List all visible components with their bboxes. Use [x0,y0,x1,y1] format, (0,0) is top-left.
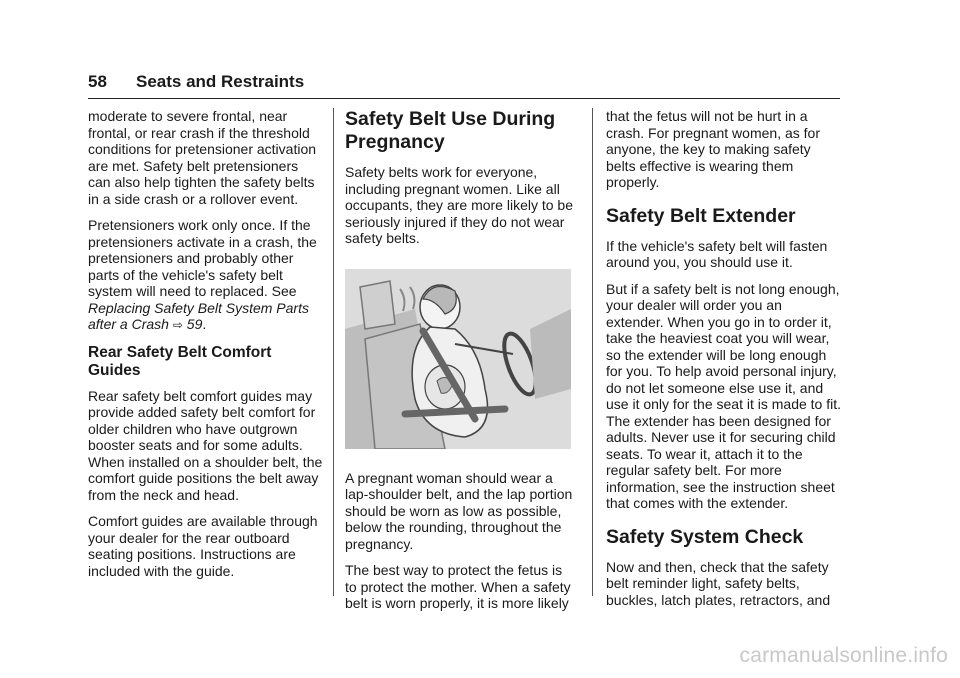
paragraph: moderate to severe frontal, near frontal, or rear crash if the threshold conditions for pretensioner activation are met. Safety belt pretensioners can also help tighten the safety belts in a side crash or a rollover event. [88,108,317,207]
page-header [88,70,840,99]
section-title: Seats and Restraints [136,72,305,91]
paragraph: But if a safety belt is not long enough, your dealer will order you an extender. When you go in to order it, take the heaviest coat you will wear, so the extender will be long enough for you. To help avoid personal injury, do not let someone else use it, and use it only for the seat it is made to fit. The extender has been designed for adults. Never use it for securing child seats. To wear it, attach it to the regular safety belt. For more information, see the instruction sheet that comes with the extender. [606,280,841,511]
paragraph: Now and then, check that the safety belt reminder light, safety belts, buckles, latch plates, retractors, and [606,558,831,608]
column-divider [592,108,593,596]
paragraph [88,217,324,334]
page-number: 58 [88,72,107,91]
cross-reference-link[interactable]: Replacing Safety Belt System Parts after a Crash [88,299,309,332]
watermark-text: carmanualsonline.info [739,644,948,667]
column-divider [333,108,334,596]
paragraph: Comfort guides are available through your dealer for the rear outboard seating positions. Instructions are included with the guide. [88,513,318,579]
column-middle [345,108,577,622]
heading-belt-extender: Safety Belt Extender [606,204,796,227]
page-reference-icon: ⇨ [172,318,183,332]
paragraph: The best way to protect the fetus is to protect the mother. When a safety belt is worn properly, it is more likely [345,562,571,611]
subheading-comfort-guides: Rear Safety Belt Comfort Guides [88,343,272,379]
paragraph: If the vehicle's safety belt will fasten around you, you should use it. [606,237,828,270]
paragraph: that the fetus will not be hurt in a crash. For pregnant women, as for anyone, the key to making safety belts effective is wearing them properly. [606,108,820,190]
paragraph: A pregnant woman should wear a lap-shoulder belt, and the lap portion should be worn as low as possible, below the rounding, throughout the pregnancy. [345,469,573,552]
column-left [88,108,324,589]
pregnant-woman-seatbelt-illustration [345,269,571,449]
heading-pregnancy: Safety Belt Use During Pregnancy [345,108,556,153]
paragraph-text: . [202,316,207,332]
paragraph: Safety belts work for everyone, including pregnant women. Like all occupants, they are more likely to be seriously injured if they do not wear safety belts. [345,164,574,246]
heading-safety-system-check: Safety System Check [606,525,804,548]
paragraph-text: Pretensioners work only once. If the pretensioners activate in a crash, the pretensioners and probably other parts of the vehicle's safety belt system will need to replaced. See [88,217,317,299]
reference-page-number[interactable]: 59 [186,316,203,332]
paragraph: Rear safety belt comfort guides may provide added safety belt comfort for older children who have outgrown booster seats and for some adults. When installed on a shoulder belt, the comfort guide positions the belt away from the neck and head. [88,387,323,503]
column-right [606,108,842,618]
